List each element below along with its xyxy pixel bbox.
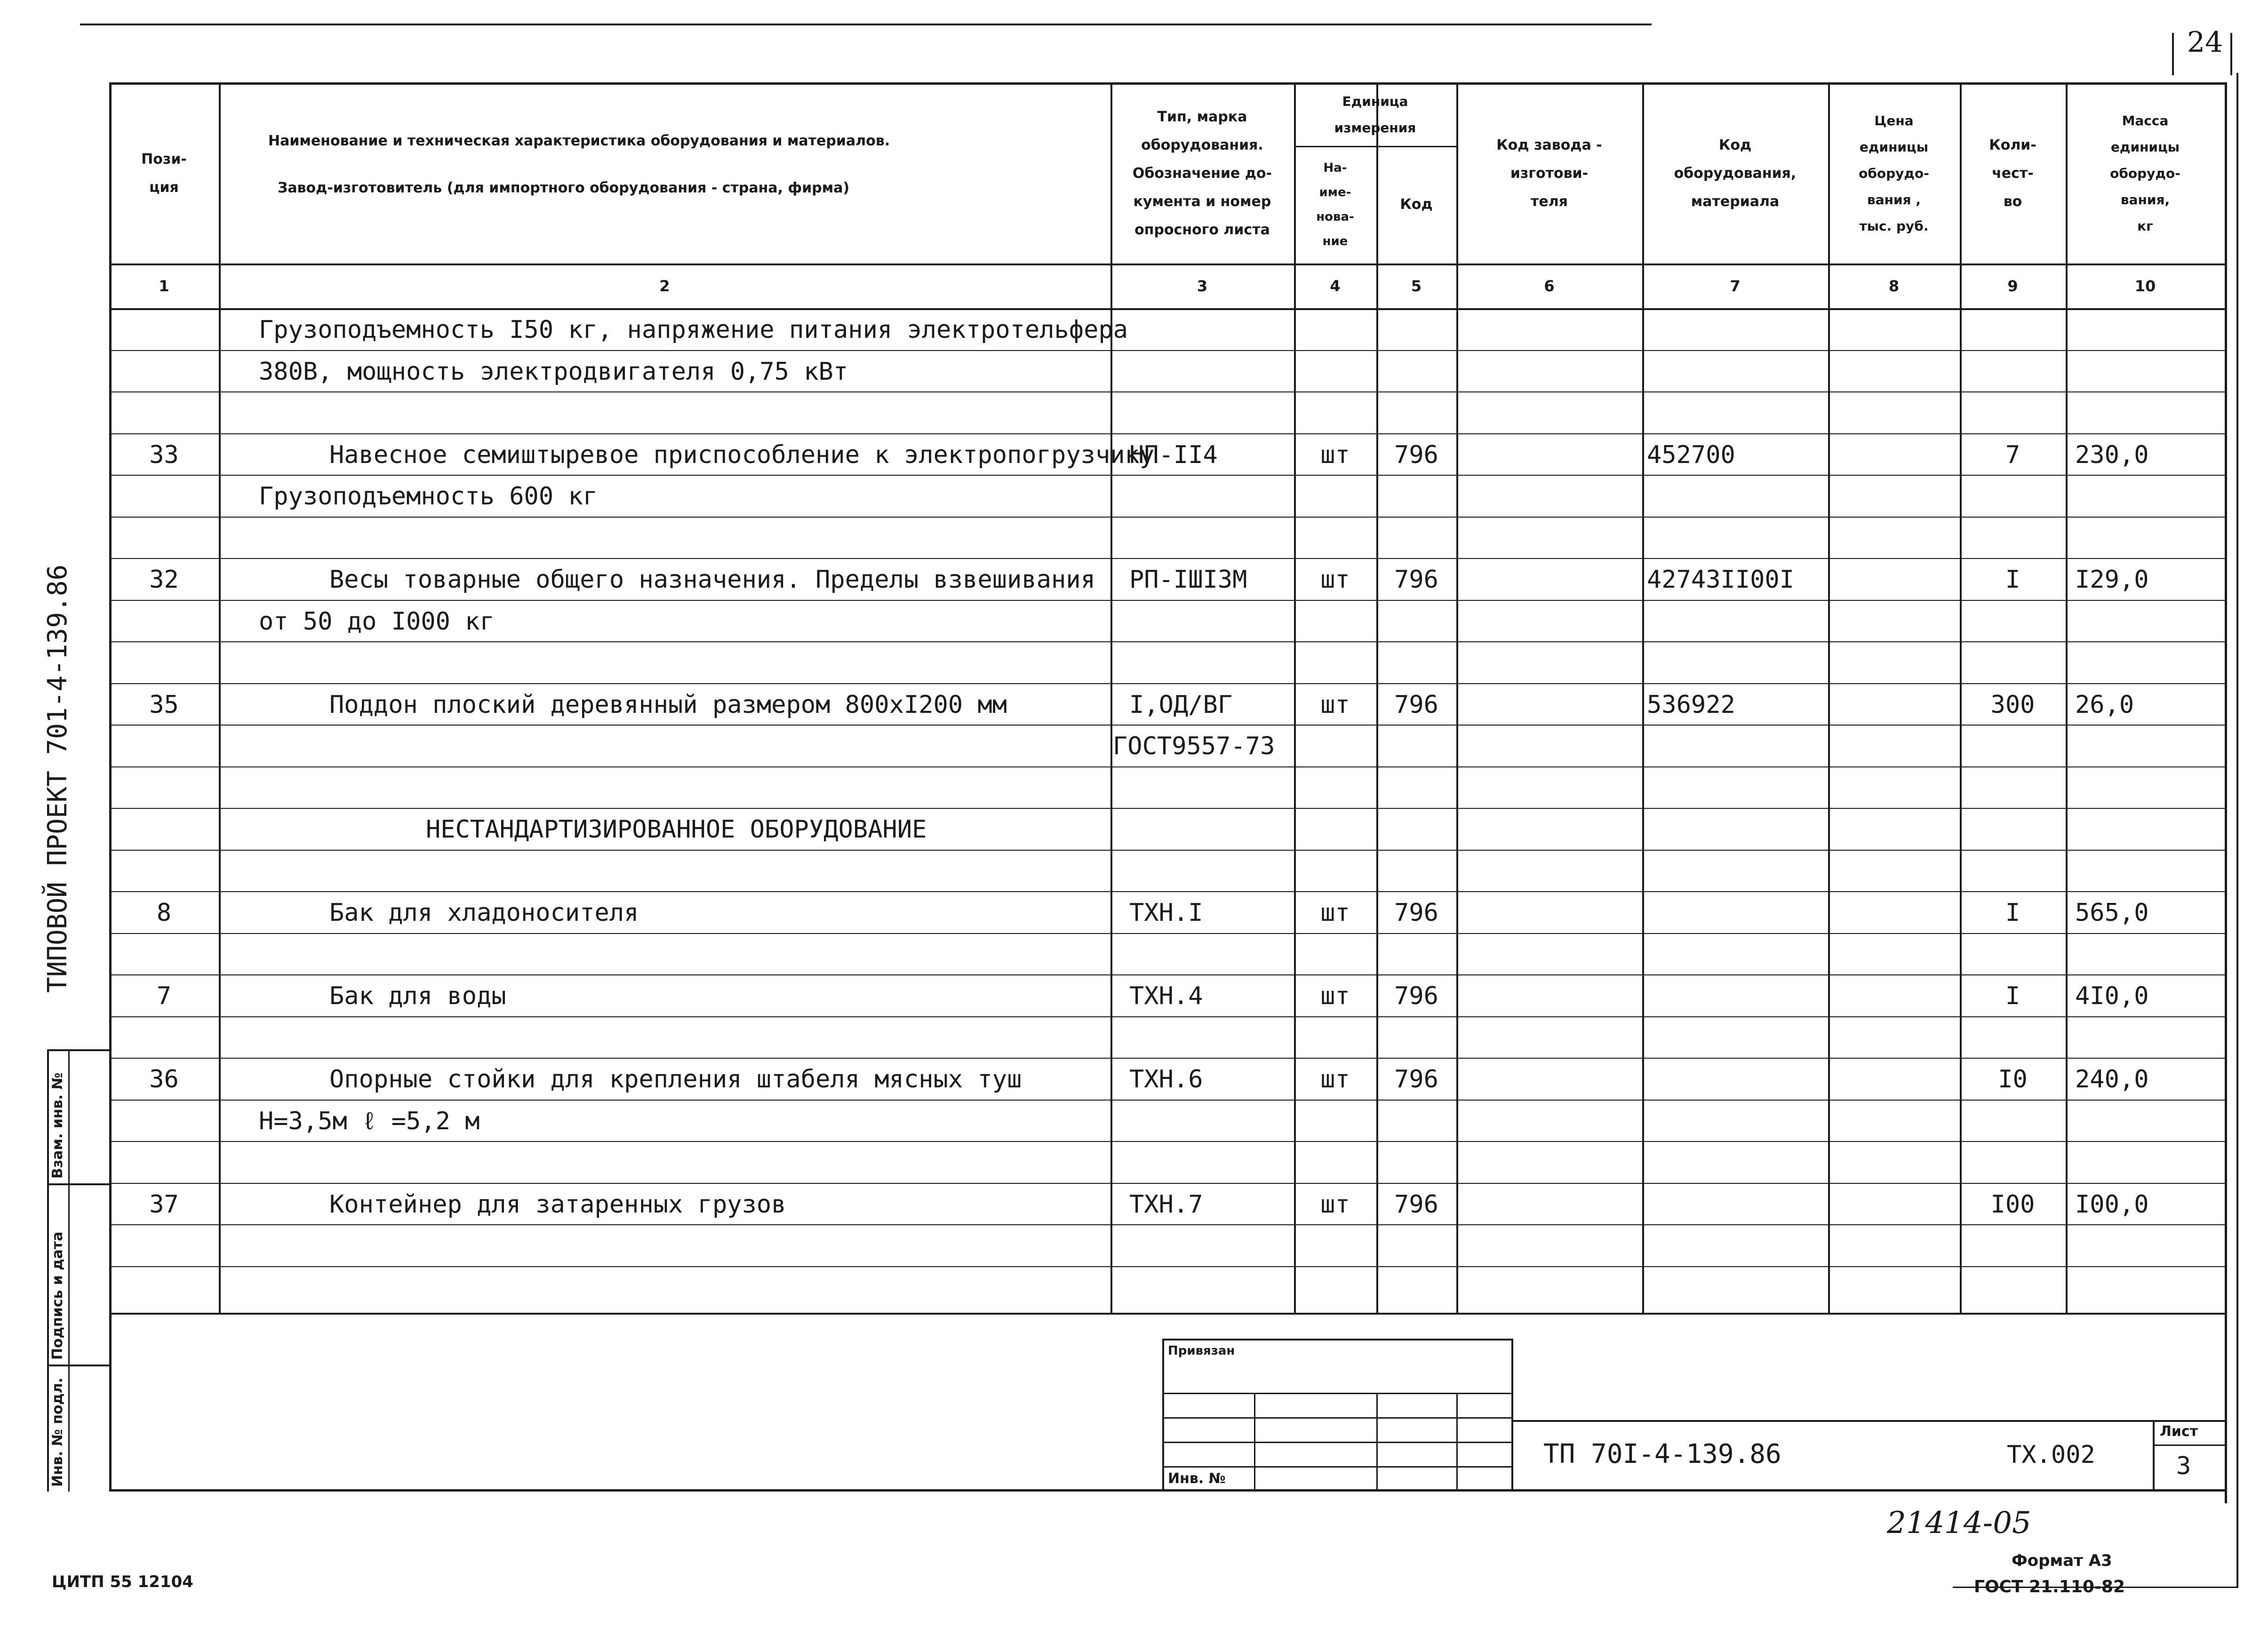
header-type: Тип, марка оборудования. Обозначение до- кумента и номер опросного листа <box>1132 109 1272 238</box>
column-number: 10 <box>2134 277 2156 295</box>
mass-cell: I00,0 <box>2075 1190 2149 1219</box>
unit-code-cell: 796 <box>1394 1190 1438 1219</box>
unit-code-cell: 796 <box>1394 690 1438 719</box>
header-unit-code: Код <box>1400 196 1433 213</box>
unit-cell: шт <box>1320 899 1350 927</box>
type-cell: I,ОД/ВГ <box>1129 690 1233 719</box>
position-cell: 33 <box>149 440 179 469</box>
unit-code-cell: 796 <box>1394 440 1438 469</box>
inv-podl-label: Инв. № подл. <box>49 1377 66 1487</box>
mass-cell: 4I0,0 <box>2075 982 2149 1010</box>
mass-cell: 240,0 <box>2075 1065 2149 1093</box>
header-quantity: Коли- чест- во <box>1989 137 2036 210</box>
equipment-code-cell: 452700 <box>1647 440 1735 469</box>
column-number: 6 <box>1544 277 1555 295</box>
name-cell: НЕСТАНДАРТИЗИРОВАННОЕ ОБОРУДОВАНИЕ <box>426 815 927 844</box>
type-cell: НП-II4 <box>1129 440 1218 469</box>
name-cell: Бак для хладоносителя <box>329 899 639 927</box>
quantity-cell: I <box>2005 982 2020 1010</box>
header-price: Цена единицы оборудо- вания , тыс. руб. <box>1859 113 1929 234</box>
type-cell: ТХН.I <box>1129 899 1203 927</box>
position-cell: 37 <box>149 1190 179 1219</box>
header-unit-name: На- име- нова- ние <box>1316 161 1354 248</box>
name-cell: Бак для воды <box>329 982 506 1010</box>
unit-cell: шт <box>1320 440 1350 469</box>
quantity-cell: I <box>2005 899 2020 927</box>
signature-date-label: Подпись и дата <box>49 1231 66 1360</box>
header-position: Пози- ция <box>141 151 187 196</box>
unit-code-cell: 796 <box>1394 982 1438 1010</box>
column-number: 8 <box>1888 277 1900 295</box>
name-cell: Опорные стойки для крепления штабеля мясных туш <box>329 1065 1022 1093</box>
column-number: 7 <box>1730 277 1741 295</box>
unit-code-cell: 796 <box>1394 899 1438 927</box>
unit-code-cell: 796 <box>1394 1065 1438 1093</box>
page-number: 24 <box>2187 26 2223 59</box>
column-number: 3 <box>1197 277 1208 295</box>
quantity-cell: I0 <box>1998 1065 2028 1093</box>
quantity-cell: 7 <box>2005 440 2020 469</box>
column-number: 1 <box>159 277 169 295</box>
type-cell: ТХН.7 <box>1129 1190 1203 1219</box>
column-number: 9 <box>2007 277 2018 295</box>
column-number: 4 <box>1330 277 1341 295</box>
name-cell: Грузоподъемность 600 кг <box>259 482 598 511</box>
unit-code-cell: 796 <box>1394 566 1438 594</box>
type-cell: РП-IШI3М <box>1129 566 1247 594</box>
header-name-line2: Завод-изготовитель (для импортного оборудования - страна, фирма) <box>278 180 850 196</box>
name-cell: Навесное семиштыревое приспособление к электропогрузчику <box>329 440 1155 469</box>
name-cell: Грузоподъемность I50 кг, напряжение питания электротельфера <box>259 316 1128 344</box>
unit-cell: шт <box>1320 566 1350 594</box>
unit-cell: шт <box>1320 690 1350 719</box>
name-cell: Н=3,5м ℓ =5,2 м <box>259 1107 480 1135</box>
type-cell: ТХН.6 <box>1129 1065 1203 1093</box>
mass-cell: 26,0 <box>2075 690 2134 719</box>
type-cell: ГОСТ9557-73 <box>1113 732 1275 760</box>
header-factory-code: Код завода - изготови- теля <box>1496 137 1602 210</box>
name-cell: 380В, мощность электродвигателя 0,75 кВт <box>259 357 848 386</box>
column-number: 5 <box>1411 277 1422 295</box>
position-cell: 32 <box>149 566 179 594</box>
quantity-cell: I00 <box>1990 1190 2035 1219</box>
privyazan-label: Привязан <box>1168 1344 1235 1358</box>
mass-cell: 230,0 <box>2075 440 2149 469</box>
header-mass: Масса единицы оборудо- вания, кг <box>2110 113 2180 234</box>
gost-label: ГОСТ 21.110-82 <box>1974 1577 2125 1596</box>
printer-label: ЦИТП 55 12104 <box>52 1572 193 1591</box>
unit-cell: шт <box>1320 1065 1350 1093</box>
list-number: 3 <box>2176 1452 2191 1480</box>
name-cell: Контейнер для затаренных грузов <box>329 1190 786 1219</box>
position-cell: 7 <box>156 982 172 1010</box>
name-cell: Весы товарные общего назначения. Пределы взвешивания <box>329 566 1095 594</box>
list-label: Лист <box>2160 1423 2198 1440</box>
position-cell: 8 <box>156 899 172 927</box>
unit-cell: шт <box>1320 982 1350 1010</box>
unit-cell: шт <box>1320 1190 1350 1219</box>
sheet-code: ТХ.002 <box>2007 1441 2095 1469</box>
project-margin-text: ТИПОВОЙ ПРОЕКТ 701-4-139.86 <box>42 564 73 993</box>
handwritten-code: 21414-05 <box>1887 1506 2031 1540</box>
project-number: ТП 70I-4-139.86 <box>1543 1439 1781 1469</box>
mass-cell: 565,0 <box>2075 899 2149 927</box>
position-cell: 35 <box>149 690 179 719</box>
vzam-inv-label: Взам. инв. № <box>49 1072 66 1179</box>
column-number: 2 <box>659 277 670 295</box>
position-cell: 36 <box>149 1065 179 1093</box>
name-cell: от 50 до I000 кг <box>259 607 495 636</box>
inv-no-label: Инв. № <box>1168 1470 1226 1487</box>
name-cell: Поддон плоский деревянный размером 800хI200 мм <box>329 690 1007 719</box>
quantity-cell: I <box>2005 566 2020 594</box>
mass-cell: I29,0 <box>2075 566 2149 594</box>
type-cell: ТХН.4 <box>1129 982 1203 1010</box>
format-label: Формат А3 <box>2012 1551 2112 1570</box>
equipment-code-cell: 536922 <box>1647 690 1735 719</box>
quantity-cell: 300 <box>1990 690 2035 719</box>
header-name-line1: Наименование и техническая характеристика оборудования и материалов. <box>268 133 890 149</box>
header-unit: Единица измерения <box>1334 94 1416 136</box>
header-equipment-code: Код оборудования, материала <box>1674 137 1797 210</box>
equipment-code-cell: 42743II00I <box>1647 566 1795 594</box>
